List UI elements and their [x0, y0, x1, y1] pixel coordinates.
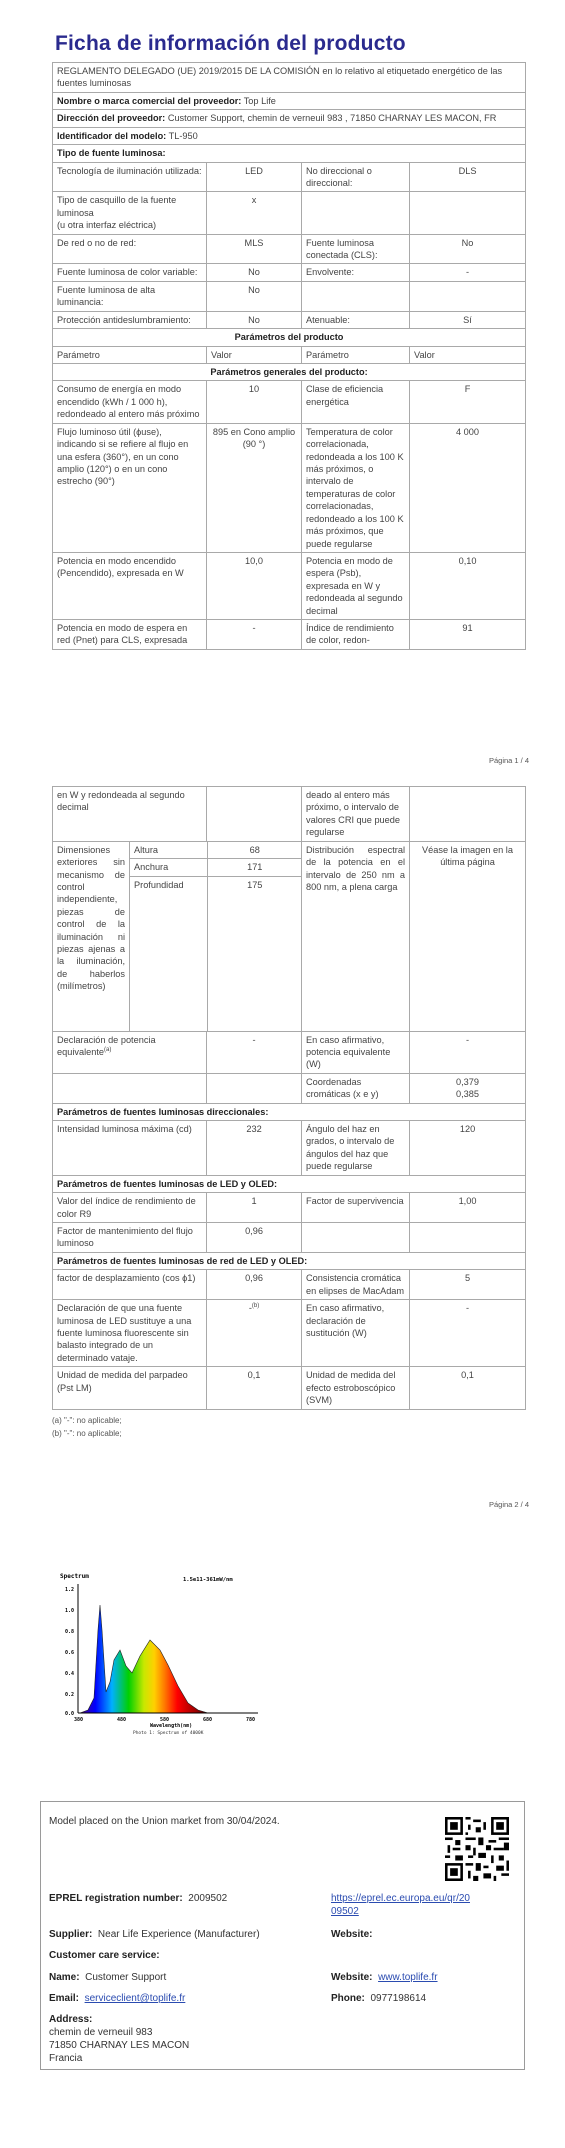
svg-text:0.0: 0.0: [65, 1711, 75, 1717]
table-row: Potencia en modo encendido (Pencendido), expresada en W 10,0 Potencia en modo de espera (Psb), expresada en W y redondeada al segundo decimal 0,10: [53, 552, 526, 619]
model-id-row: Identificador del modelo: TL-950: [53, 127, 526, 144]
website-link[interactable]: www.toplife.fr: [378, 1972, 438, 1983]
table-row: Consumo de energía en modo encendido (kWh / 1 000 h), redondeado al entero más próximo 10 Clase de eficiencia energética F: [53, 381, 526, 423]
svg-text:1.0: 1.0: [65, 1608, 75, 1614]
svg-text:0.4: 0.4: [65, 1671, 75, 1677]
spectrum-legend: 1.5e11-361mW/nm: [183, 1577, 233, 1583]
source-type-heading: Tipo de fuente luminosa:: [53, 145, 526, 162]
general-params-heading: Parámetros generales del producto:: [53, 364, 526, 381]
address-line-3: Francia: [49, 2053, 83, 2064]
dimensions-table: Altura 68 Anchura 171 Profundidad 175: [130, 842, 302, 1031]
page-2: [52, 786, 525, 1441]
led-heading: Parámetros de fuentes luminosas de LED y OLED:: [53, 1175, 526, 1192]
placed-on-market: Model placed on the Union market from 30/04/2024.: [49, 1816, 280, 1827]
table-row: Protección antideslumbramiento: No Atenuable: Sí: [53, 311, 526, 328]
address-line-1: chemin de verneuil 983: [49, 2027, 153, 2038]
svg-text:580: 580: [160, 1717, 170, 1723]
supplier-address-row: Dirección del proveedor: Customer Support, chemin de verneuil 983 , 71850 CHARNAY LES MACON, FR: [53, 110, 526, 127]
table-row: en W y redondeada al segundo decimal deado al entero más próximo, o intervalo de valores CRI que puede regularse: [53, 787, 526, 842]
address-line-2: 71850 CHARNAY LES MACON: [49, 2040, 190, 2051]
spectrum-xlabel: Wavelength(nm): [150, 1723, 193, 1729]
svg-text:480: 480: [117, 1717, 127, 1723]
contact-website: Website: www.toplife.fr: [331, 1972, 438, 1983]
y-ticks: [65, 1587, 74, 1717]
table-row: Flujo luminoso útil (ϕuse), indicando si se refiere al flujo en una esfera (360°), en un cono amplio (120°) o en un cono estrecho (90°) 895 en Cono amplio (90 °) Temperatura de color correlacionada, redondeada a los 100 K más próximos, o intervalo de temperaturas de color correlacionadas, redondeado a los 100 K más próximos, que puede regularse 4 000: [53, 423, 526, 552]
eprel-registration: EPREL registration number: 2009502: [49, 1893, 228, 1904]
table-row: Tecnología de iluminación utilizada: LED No direccional o direccional: DLS: [53, 162, 526, 192]
column-header-row: Parámetro Valor Parámetro Valor: [53, 346, 526, 363]
website-label: Website:: [331, 1929, 373, 1940]
supplier-line: Supplier: Near Life Experience (Manufacturer): [49, 1929, 260, 1940]
table-row: Fuente luminosa de alta luminancia: No: [53, 281, 526, 311]
table-row: Coordenadas cromáticas (x e y) 0,379 0,385: [53, 1073, 526, 1103]
svg-text:0.6: 0.6: [65, 1650, 75, 1656]
eprel-link-cont[interactable]: 09502: [331, 1906, 359, 1917]
table-row: Fuente luminosa de color variable: No Envolvente: -: [53, 264, 526, 281]
contact-name: Name: Customer Support: [49, 1972, 167, 1983]
page-1: [52, 32, 525, 650]
table-row: Potencia en modo de espera en red (Pnet) para CLS, expresada - Índice de rendimiento de color, redon- 91: [53, 620, 526, 650]
product-params-heading: Parámetros del producto: [53, 329, 526, 346]
dimensions-row: Dimensiones exteriores sin mecanismo de control independiente, piezas de control de la iluminación ni piezas ajenas a la iluminación, de haberlos (milímetros) Altura 68 Anchura 171 Profundidad 175 Distribución espectral de la potencia en el intervalo de 250 nm a 800 nm, a plena carga Véase la imagen en la última página: [53, 841, 526, 1031]
table-row: Declaración de potencia equivalente$^{(a)}$ - En caso afirmativo, potencia equivalente (W) -: [53, 1031, 526, 1073]
address-label: Address:: [49, 2014, 93, 2025]
table-row: Unidad de medida del parpadeo (Pst LM) 0,1 Unidad de medida del efecto estroboscópico (SVM) 0,1: [53, 1367, 526, 1409]
contact-phone: Phone: 0977198614: [331, 1993, 427, 2004]
product-table-page1: [52, 62, 526, 650]
table-row: De red o no de red: MLS Fuente luminosa conectada (CLS): No: [53, 234, 526, 264]
eprel-link[interactable]: https://eprel.ec.europa.eu/qr/20: [331, 1893, 470, 1904]
regulation-text: REGLAMENTO DELEGADO (UE) 2019/2015 DE LA COMISIÓN en lo relativo al etiquetado energético de las fuentes luminosas: [53, 63, 526, 93]
footnotes: (a) "-": no aplicable; (b) "-": no aplicable;: [52, 1415, 122, 1439]
directional-heading: Parámetros de fuentes luminosas direccionales:: [53, 1103, 526, 1120]
spectrum-caption: Photo 1: Spectrum of 4000K: [133, 1731, 204, 1735]
mains-led-heading: Parámetros de fuentes luminosas de red de LED y OLED:: [53, 1252, 526, 1269]
svg-text:0.2: 0.2: [65, 1692, 75, 1698]
table-row: Factor de mantenimiento del flujo luminoso 0,96: [53, 1223, 526, 1253]
table-row: Intensidad luminosa máxima (cd) 232 Ángulo del haz en grados, o intervalo de ángulos del haz que puede regularse 120: [53, 1121, 526, 1176]
customer-care-heading: Customer care service:: [49, 1950, 160, 1961]
eprel-card: [40, 1801, 525, 2070]
supplier-name-row: Nombre o marca comercial del proveedor: Top Life: [53, 92, 526, 109]
qr-code-icon[interactable]: [445, 1817, 509, 1881]
spectrum-ylabel: Spectrum: [60, 1573, 89, 1580]
page-title: Ficha de información del producto: [55, 32, 406, 55]
table-row: Valor del índice de rendimiento de color R9 1 Factor de supervivencia 1,00: [53, 1193, 526, 1223]
svg-text:680: 680: [203, 1717, 213, 1723]
contact-email: Email: serviceclient@toplife.fr: [49, 1993, 186, 2004]
svg-text:1.2: 1.2: [65, 1587, 75, 1593]
page-number: Página 2 / 4: [488, 1500, 529, 1509]
svg-text:0.8: 0.8: [65, 1629, 75, 1635]
table-row: Tipo de casquillo de la fuente luminosa (u otra interfaz eléctrica) x: [53, 192, 526, 234]
svg-text:380: 380: [74, 1717, 84, 1723]
svg-text:780: 780: [246, 1717, 256, 1723]
spectrum-image: [58, 1570, 278, 1735]
spectrum-curve: [80, 1605, 208, 1713]
product-table-page2: [52, 786, 526, 1410]
page-number: Página 1 / 4: [488, 756, 529, 765]
table-row: factor de desplazamiento (cos ϕ1) 0,96 Consistencia cromática en elipses de MacAdam 5: [53, 1270, 526, 1300]
table-row: Declaración de que una fuente luminosa de LED sustituye a una fuente luminosa fluorescente sin balasto integrado de un determinado vataje. -$^{(b)}$ En caso afirmativo, declaración de sustitución (W) -: [53, 1300, 526, 1367]
email-link[interactable]: serviceclient@toplife.fr: [84, 1993, 186, 2004]
